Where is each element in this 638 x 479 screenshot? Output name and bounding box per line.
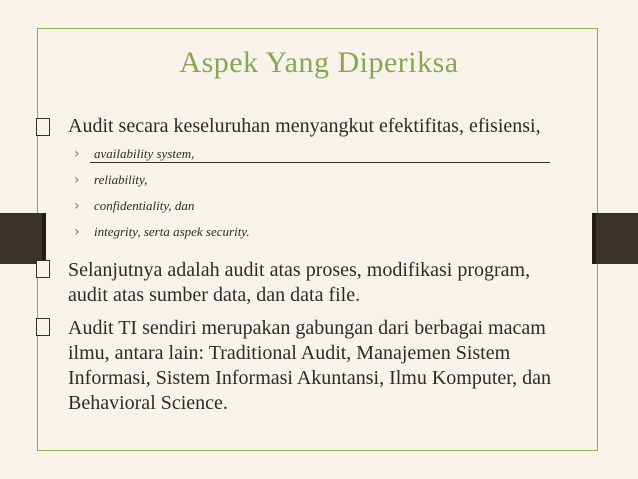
chevron-right-icon: › <box>74 224 80 240</box>
subitem-label: reliability, <box>94 172 148 187</box>
subitem-label: integrity, serta aspek security. <box>94 224 250 239</box>
left-tab-decoration <box>0 213 46 264</box>
bullet-1-text: Audit secara keseluruhan menyangkut efektifitas, efisiensi, <box>68 115 541 137</box>
bullet-2-line-1: Selanjutnya adalah audit atas proses, modifikasi program, <box>68 259 531 281</box>
square-bullet-icon <box>36 260 50 278</box>
right-tab-decoration <box>592 213 638 264</box>
bullet-2-line-2: audit atas sumber data, dan data file. <box>68 284 361 306</box>
subitem-confidentiality <box>74 198 194 214</box>
subitem-label: availability system, <box>94 146 195 161</box>
bullet-3-line-1: Audit TI sendiri merupakan gabungan dari berbagai macam <box>68 317 546 339</box>
subitem-reliability <box>74 172 147 188</box>
subitem-label: confidentiality, dan <box>94 198 195 213</box>
bullet-3-line-4: Behavioral Science. <box>68 392 228 414</box>
subitem-availability <box>74 146 194 162</box>
bullet-3-line-3: Informasi, Sistem Informasi Akuntansi, Ilmu Komputer, dan <box>68 367 552 389</box>
bullet-3-line-2: ilmu, antara lain: Traditional Audit, Manajemen Sistem <box>68 342 511 364</box>
chevron-right-icon: › <box>74 146 80 162</box>
slide-title: Aspek Yang Diperiksa <box>179 46 459 79</box>
underline-rule <box>90 162 550 163</box>
subitem-integrity <box>74 224 250 240</box>
square-bullet-icon <box>36 318 50 336</box>
chevron-right-icon: › <box>74 172 80 188</box>
chevron-right-icon: › <box>74 198 80 214</box>
square-bullet-icon <box>36 118 50 136</box>
